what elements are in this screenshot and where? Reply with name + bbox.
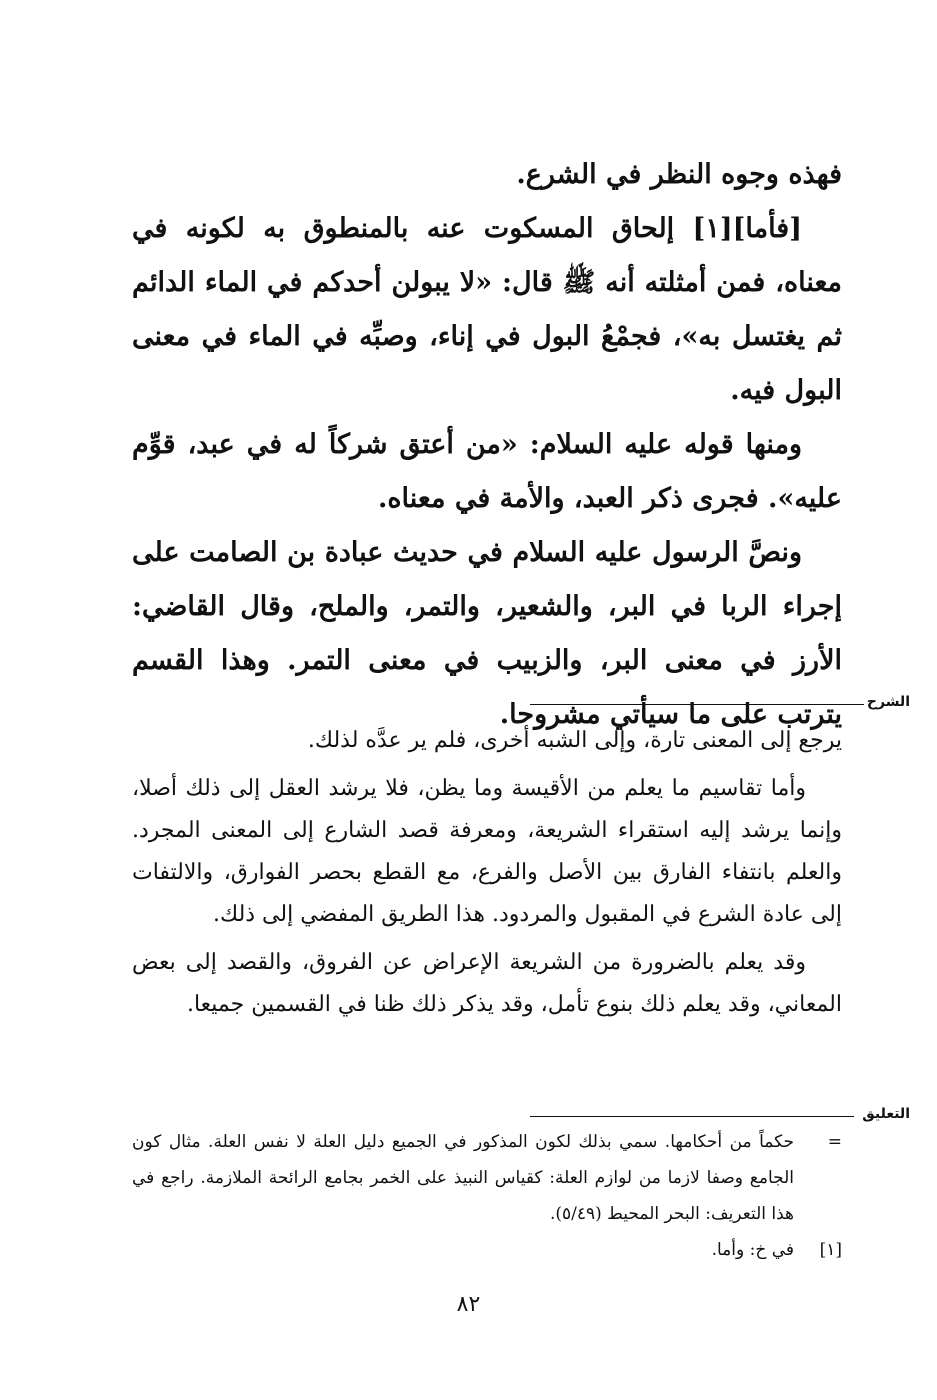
main-paragraph: ومنها قوله عليه السلام: «من أعتق شركاً له في عبد، قوِّم عليه». فجرى ذكر العبد، والأمة في معناه. <box>132 429 842 514</box>
page-number: ٨٢ <box>456 1292 481 1317</box>
commentary-paragraph: وأما تقاسيم ما يعلم من الأقيسة وما يظن، فلا يرشد العقل إلى ذلك أصلا، وإنما يرشد إليه استقراء الشريعة، ومعرفة قصد الشارع إلى المعنى المجرد. والعلم بانتفاء الفارق بين الأصل والفرع، مع القطع بحصر الفوارق، والالتفات إلى عادة الشرع في المقبول والمردود. هذا الطريق المفضي إلى ذلك. <box>132 776 842 927</box>
taliq-label: التعليق <box>862 1106 910 1122</box>
main-paragraph: ونصَّ الرسول عليه السلام في حديث عبادة بن الصامت على إجراء الربا في البر، والشعير، والتمر، والملح، وقال القاضي: الأرز في معنى البر، والزبيب في معنى التمر. وهذا القسم يترتب على ما سيأتي مشروحا. <box>132 537 842 730</box>
footnote-text: حكماً من أحكامها. سمي بذلك لكون المذكور في الجميع دليل العلة لا نفس العلة. مثال كون الجامع وصفا لازما من لوازم العلة: كقياس النبيذ على الخمر بجامع الرائحة الملازمة. راجع في هذا التعريف: البحر المحيط (٥/٤٩). <box>132 1132 794 1224</box>
sharh-label: الشرح <box>866 694 910 710</box>
main-paragraph: فهذه وجوه النظر في الشرع. <box>516 159 842 190</box>
commentary-paragraph: وقد يعلم بالضرورة من الشريعة الإعراض عن الفروق، والقصد إلى بعض المعاني، وقد يعلم ذلك بنوع تأمل، وقد يذكر ذلك ظنا في القسمين جميعا. <box>132 950 842 1017</box>
footnotes <box>132 1124 842 1268</box>
commentary-text <box>132 720 842 1032</box>
footnote-text: في خ: وأما. <box>711 1240 794 1260</box>
sharh-divider <box>530 694 910 712</box>
footnote-marker: = <box>827 1132 842 1152</box>
taliq-rule-line <box>530 1116 854 1117</box>
sharh-rule-line <box>530 704 864 705</box>
footnote-1 <box>132 1232 842 1268</box>
taliq-divider <box>530 1106 910 1124</box>
footnote-continuation <box>132 1124 842 1232</box>
main-text <box>132 148 842 742</box>
main-paragraph: [فأما][١] إلحاق المسكوت عنه بالمنطوق به لكونه في معناه، فمن أمثلته أنه ﷺ قال: «لا يبولن أحدكم في الماء الدائم ثم يغتسل به»، فجمْعُ البول في إناء، وصبِّه في الماء في معنى البول فيه. <box>132 213 842 406</box>
commentary-paragraph: يرجع إلى المعنى تارة، وإلى الشبه أخرى، فلم ير عدَّه لذلك. <box>307 728 842 753</box>
footnote-marker: [١] <box>819 1240 842 1260</box>
